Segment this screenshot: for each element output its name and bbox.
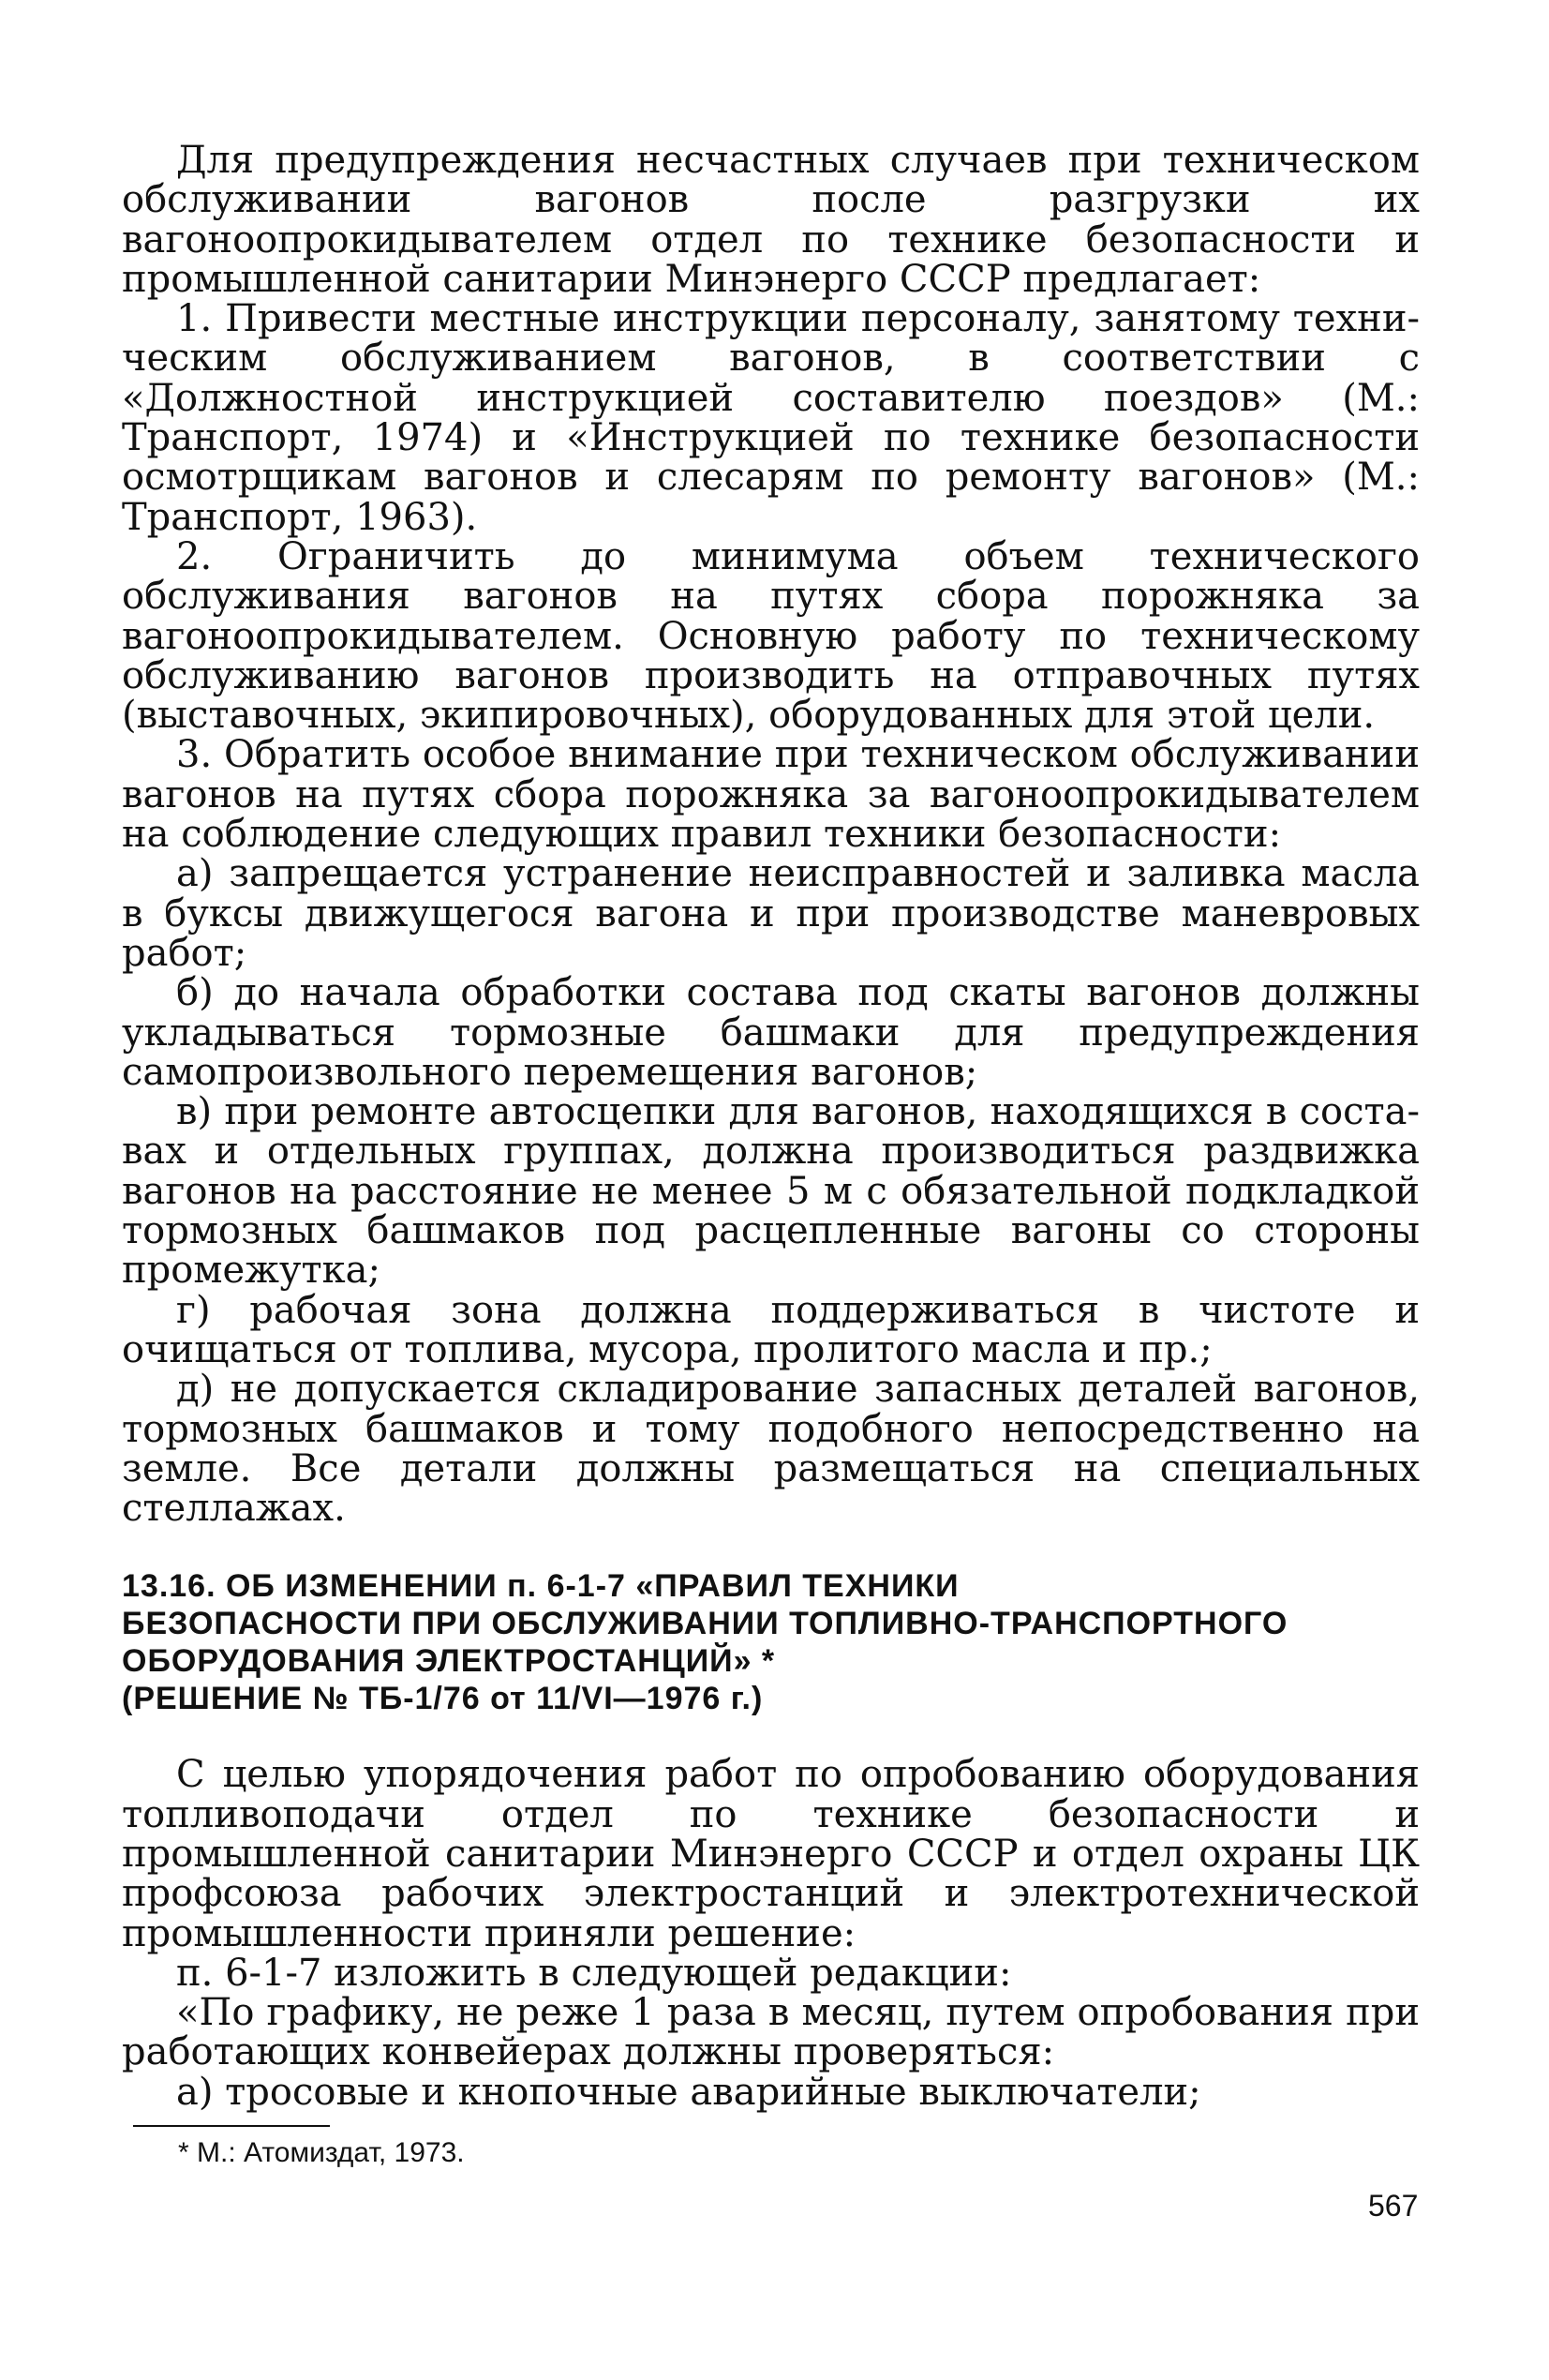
section-heading-line-3: ОБОРУДОВАНИЯ ЭЛЕКТРОСТАНЦИЙ» * bbox=[122, 1643, 776, 1680]
footnote-divider bbox=[133, 2125, 330, 2127]
paragraph-subitem-v: в) при ремонте автосцепки для вагонов, находящихся в составах и отдельных группах, должна производиться раздвижка вагонов на расстояние не менее 5 м с обязательной подкладкой тормозных башмаков под расцепленные вагоны со стороны промежутка; bbox=[122, 1090, 1420, 1293]
paragraph-item-3: 3. Обратить особое внимание при техническом обслуживании вагонов на путях сбора порожняка за вагоноопрокидывателем на соблюдение следующих правил техники безопасности: bbox=[122, 733, 1420, 857]
paragraph-schedule: «По графику, не реже 1 раза в месяц, путем опробования при работающих конвейерах должны проверяться: bbox=[122, 1991, 1420, 2074]
paragraph-subitem-a: а) запрещается устранение неисправностей и заливка масла в буксы движущегося вагона и при производстве маневровых работ; bbox=[122, 852, 1420, 975]
paragraph-subitem-d: д) не допускается складирование запасных деталей вагонов, тормозных башмаков и тому подобного непосредственно на земле. Все детали должны размещаться на специальных стеллажах. bbox=[122, 1368, 1420, 1531]
footnote: * М.: Атомиздат, 1973. bbox=[178, 2137, 465, 2169]
section-heading bbox=[122, 1567, 1420, 1717]
paragraph-intro: Для предупреждения несчастных случаев при техническом обслуживании вагонов после разгрузки их вагоноопрокидывателем отдел по технике безопасности и промышленной санитарии Минэнерго СССР предлагает: bbox=[122, 139, 1420, 301]
paragraph-edition: п. 6-1-7 изложить в следующей редакции: bbox=[176, 1951, 1012, 1995]
paragraph-item-2: 2. Ограничить до минимума объем технического обслуживания вагонов на путях сбора порожняка за вагоноопрокидывателем. Основную работу по техническому обслуживанию вагонов производить на отправочных путях (выставочных, экипировочных), оборудованных для этой цели. bbox=[122, 534, 1420, 738]
paragraph-decision: С целью упорядочения работ по опробованию оборудования топливоподачи отдел по технике безопасности и промышленной санитарии Минэнерго СССР и отдел охраны ЦК профсоюза рабочих электростанций и электротехнической промышленности приняли решение: bbox=[122, 1753, 1420, 1955]
section-heading-line-1: 13.16. ОБ ИЗМЕНЕНИИ п. 6-1-7 «ПРАВИЛ ТЕХНИКИ bbox=[122, 1568, 960, 1605]
page-number: 567 bbox=[1368, 2189, 1419, 2223]
paragraph-item-1: 1. Привести местные инструкции персоналу, занятому техническим обслуживанием вагонов, в соответствии с «Должностной инструкцией составителю поездов» (М.: Транспорт, 1974) и «Инструкцией по технике безопасности осмотрщикам вагонов и слесарям по ремонту вагонов» (М.: Транспорт, 1963). bbox=[122, 297, 1420, 539]
document-page bbox=[122, 141, 1420, 2170]
section-heading-line-2: БЕЗОПАСНОСТИ ПРИ ОБСЛУЖИВАНИИ ТОПЛИВНО-ТРАНСПОРТНОГО bbox=[122, 1606, 1288, 1642]
paragraph-subitem-g: г) рабочая зона должна поддерживаться в чистоте и очищаться от топлива, мусора, пролитого масла и пр.; bbox=[122, 1288, 1420, 1371]
paragraph-subitem-b: б) до начала обработки состава под скаты вагонов должны укладываться тормозные башмаки для предупреждения самопроизвольного перемещения вагонов; bbox=[122, 971, 1420, 1094]
paragraph-switches: а) тросовые и кнопочные аварийные выключатели; bbox=[176, 2070, 1201, 2114]
section-heading-line-4: (РЕШЕНИЕ № ТБ-1/76 от 11/VI—1976 г.) bbox=[122, 1681, 764, 1717]
